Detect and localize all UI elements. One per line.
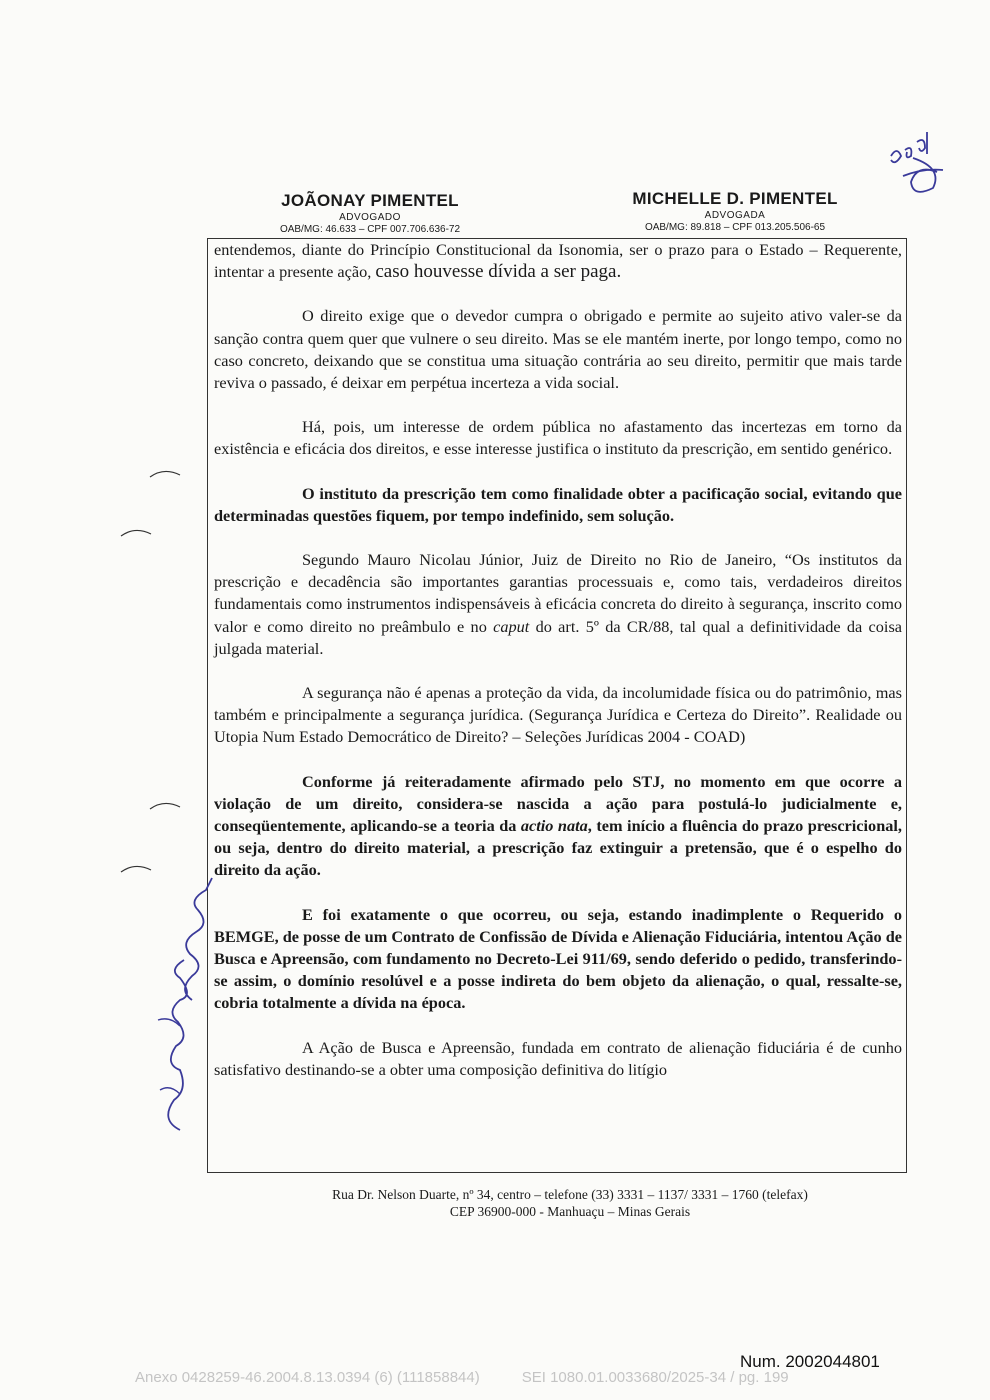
paragraph-1-text: entendemos, diante do Princípio Constitucional da Isonomia, ser o prazo para o Estado – Requerente, intentar a presente ação,: [214, 240, 902, 282]
paragraph-7-text-a: Conforme já reiteradamente afirmado pelo STJ, no momento em que ocorre a violação de um direito, considera-se nascida a ação para postulá-lo judicialmente e, conseqüentemente, aplicando-se a teoria da: [214, 771, 902, 836]
annex-watermark: [135, 1369, 831, 1386]
paragraph-5-text-b: do art. 5º da CR/88, tal qual a definitividade da coisa julgada material.: [214, 616, 903, 658]
paragraph-6: A segurança não é apenas a proteção da vida, da incolumidade física ou do patrimônio, mas também e principalmente a segurança jurídica. (Segurança Jurídica e Certeza do Direito”. Realidade ou Utopia Num Estado Democrático de Direito? – Seleções Jurídicas 2004 - COAD): [214, 683, 902, 747]
paragraph-7: [214, 771, 902, 882]
lawyer-registration-left: OAB/MG: 46.633 – CPF 007.706.636-72: [279, 224, 461, 235]
paragraph-2: O direito exige que o devedor cumpra o obrigado e permite ao sujeito ativo valer-se da sanção contra quem quer que vulnere o seu direito. Mas se ele mantém inerte, por longo tempo, como no caso concreto, deixando que se constitua uma situação contrária ao seu direito, permitir que mais tarde reviva o passado, é deixar em perpétua incerteza a vida social.: [214, 306, 902, 393]
paragraph-5-italic: caput: [493, 616, 530, 636]
office-address: [200, 1186, 940, 1220]
document-body: [214, 239, 902, 1081]
margin-pen-mark: [146, 463, 186, 483]
margin-signature: [140, 860, 220, 1140]
paragraph-1: [214, 239, 902, 283]
annex-reference: Anexo 0428259-46.2004.8.13.0394 (6) (111858844): [135, 1369, 480, 1386]
margin-pen-mark: [117, 522, 157, 542]
document-number: Num. 2002044801: [740, 1352, 880, 1371]
paragraph-5: [214, 549, 902, 660]
lawyer-name-right: MICHELLE D. PIMENTEL: [632, 189, 838, 208]
lawyer-name-left: JOÃONAY PIMENTEL: [281, 191, 459, 210]
paragraph-9: A Ação de Busca e Apreensão, fundada em contrato de alienação fiduciária é de cunho satisfativo destinando-se a obter uma composição definitiva do litígio: [214, 1037, 902, 1079]
lawyer-role-left: ADVOGADO: [339, 212, 401, 223]
margin-pen-mark: [146, 795, 186, 815]
sei-page-reference: SEI 1080.01.0033680/2025-34 / pg. 199: [521, 1369, 789, 1386]
address-line-1: Rua Dr. Nelson Duarte, nº 34, centro – telefone (33) 3331 – 1137/ 3331 – 1760 (telefax): [332, 1187, 808, 1202]
lawyer-registration-right: OAB/MG: 89.818 – CPF 013.205.506-65: [644, 222, 826, 233]
paragraph-8: E foi exatamente o que ocorreu, ou seja, estando inadimplente o Requerido o BEMGE, de posse de um Contrato de Confissão de Dívida e Alienação Fiduciária, intentou Ação de Busca e Apreensão, com fundamento no Decreto-Lei 911/69, sendo deferido o pedido, transferindo-se assim, o domínio resolúvel e a posse indireta do bem objeto da alienação, o qual, ressalte-se, cobria totalmente a dívida na época.: [214, 904, 902, 1013]
address-line-2: CEP 36900-000 - Manhuaçu – Minas Gerais: [449, 1204, 691, 1219]
paragraph-5-text-a: Segundo Mauro Nicolau Júnior, Juiz de Direito no Rio de Janeiro, “Os institutos da prescrição e decadência são importantes garantias processuais e, como tais, verdadeiros direitos fundamentais como instrumentos indispensáveis à eficácia concreta do direito à segurança, inscrito como valor e como direito no preâmbulo e no: [214, 550, 902, 636]
handwritten-page-number-stamp: [883, 128, 963, 198]
paragraph-1-emphasis: caso houvesse dívida a ser paga.: [375, 261, 622, 283]
paragraph-7-text-b: , tem início a fluência do prazo prescricional, ou seja, dentro do direito material, a prescrição faz extinguir a pretensão, que é o espelho do direito da ação.: [214, 816, 902, 880]
paragraph-3: Há, pois, um interesse de ordem pública no afastamento das incertezas em torno da existência e eficácia dos direitos, e esse interesse justifica o instituto da prescrição, em sentido genérico.: [214, 417, 902, 459]
letterhead-right: [615, 189, 855, 233]
paragraph-7-italic: actio nata: [520, 816, 588, 836]
lawyer-role-right: ADVOGADA: [704, 210, 766, 221]
paragraph-4: O instituto da prescrição tem como finalidade obter a pacificação social, evitando que determinadas questões fiquem, por tempo indefinido, sem solução.: [214, 483, 902, 525]
letterhead-left: [250, 191, 490, 235]
